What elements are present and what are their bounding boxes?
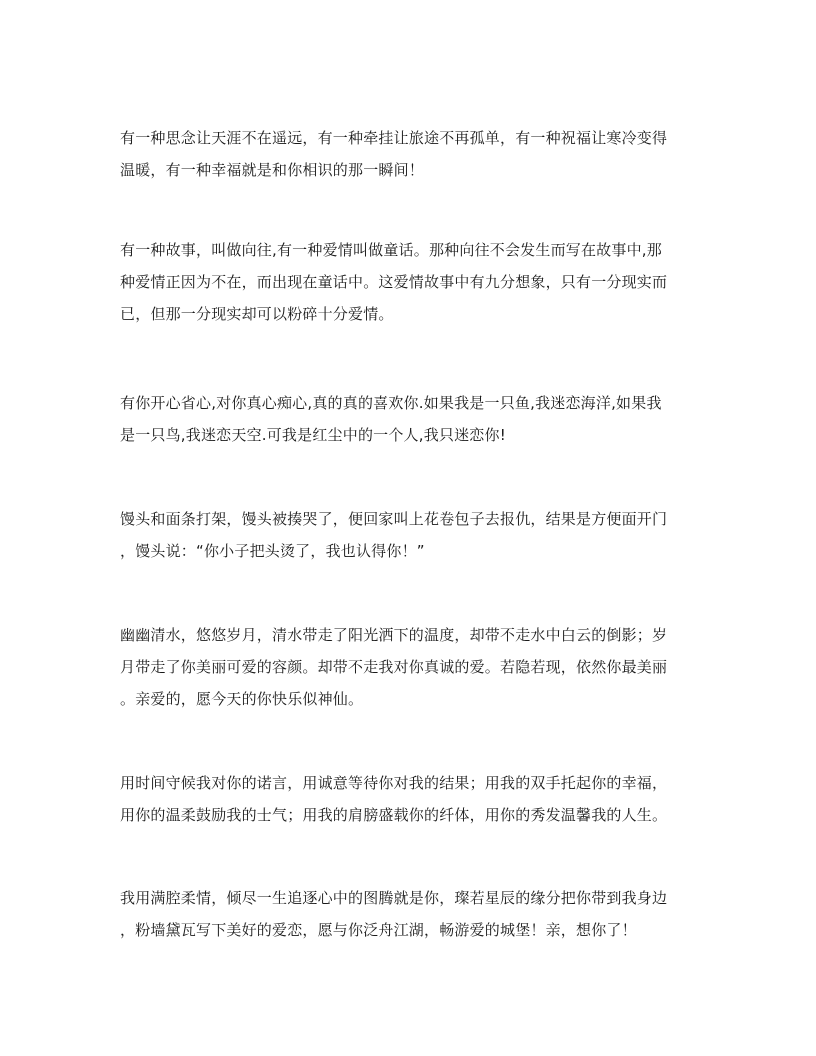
paragraph-line: ，粉墙黛瓦写下美好的爱恋，愿与你泛舟江湖，畅游爱的城堡！亲，想你了！ bbox=[120, 921, 637, 939]
paragraph-line: 种爱情正因为不在，而出现在童话中。这爱情故事中有九分想象，只有一分现实而 bbox=[120, 273, 668, 291]
paragraph-line: 月带走了你美丽可爱的容颜。却带不走我对你真诚的爱。若隐若现，依然你最美丽 bbox=[120, 658, 668, 676]
paragraph-line: 用时间守候我对你的诺言，用诚意等待你对我的结果；用我的双手托起你的幸福， bbox=[120, 774, 668, 792]
paragraph-5 bbox=[120, 619, 700, 715]
paragraph-line: 我用满腔柔情，倾尽一生追逐心中的图腾就是你，璨若星辰的缘分把你带到我身边 bbox=[120, 889, 668, 907]
paragraph-1 bbox=[120, 122, 700, 186]
paragraph-line: 有你开心省心,对你真心痴心,真的真的喜欢你.如果我是一只鱼,我迷恋海洋,如果我 bbox=[120, 394, 662, 412]
paragraph-line: 是一只鸟,我迷恋天空.可我是红尘中的一个人,我只迷恋你! bbox=[120, 426, 506, 444]
paragraph-line: 已，但那一分现实却可以粉碎十分爱情。 bbox=[120, 305, 394, 323]
paragraph-3 bbox=[120, 387, 700, 451]
paragraph-2 bbox=[120, 234, 700, 330]
paragraph-7 bbox=[120, 882, 700, 946]
paragraph-line: 有一种故事，叫做向往,有一种爱情叫做童话。那种向往不会发生而写在故事中,那 bbox=[120, 241, 662, 259]
paragraph-line: 有一种思念让天涯不在遥远，有一种牵挂让旅途不再孤单，有一种祝福让寒冷变得 bbox=[120, 129, 668, 147]
paragraph-line: 馒头和面条打架，馒头被揍哭了，便回家叫上花卷包子去报仇，结果是方便面开门 bbox=[120, 510, 668, 528]
paragraph-line: 温暖，有一种幸福就是和你相识的那一瞬间！ bbox=[120, 161, 425, 179]
paragraph-line: 用你的温柔鼓励我的士气；用我的肩膀盛载你的纤体，用你的秀发温馨我的人生。 bbox=[120, 806, 668, 824]
paragraph-4 bbox=[120, 503, 700, 567]
paragraph-line: 。亲爱的，愿今天的你快乐似神仙。 bbox=[120, 690, 364, 708]
paragraph-line: 幽幽清水，悠悠岁月，清水带走了阳光洒下的温度，却带不走水中白云的倒影；岁 bbox=[120, 626, 668, 644]
paragraph-6 bbox=[120, 767, 700, 831]
paragraph-line: ，馒头说：“你小子把头烫了，我也认得你！” bbox=[120, 542, 425, 560]
